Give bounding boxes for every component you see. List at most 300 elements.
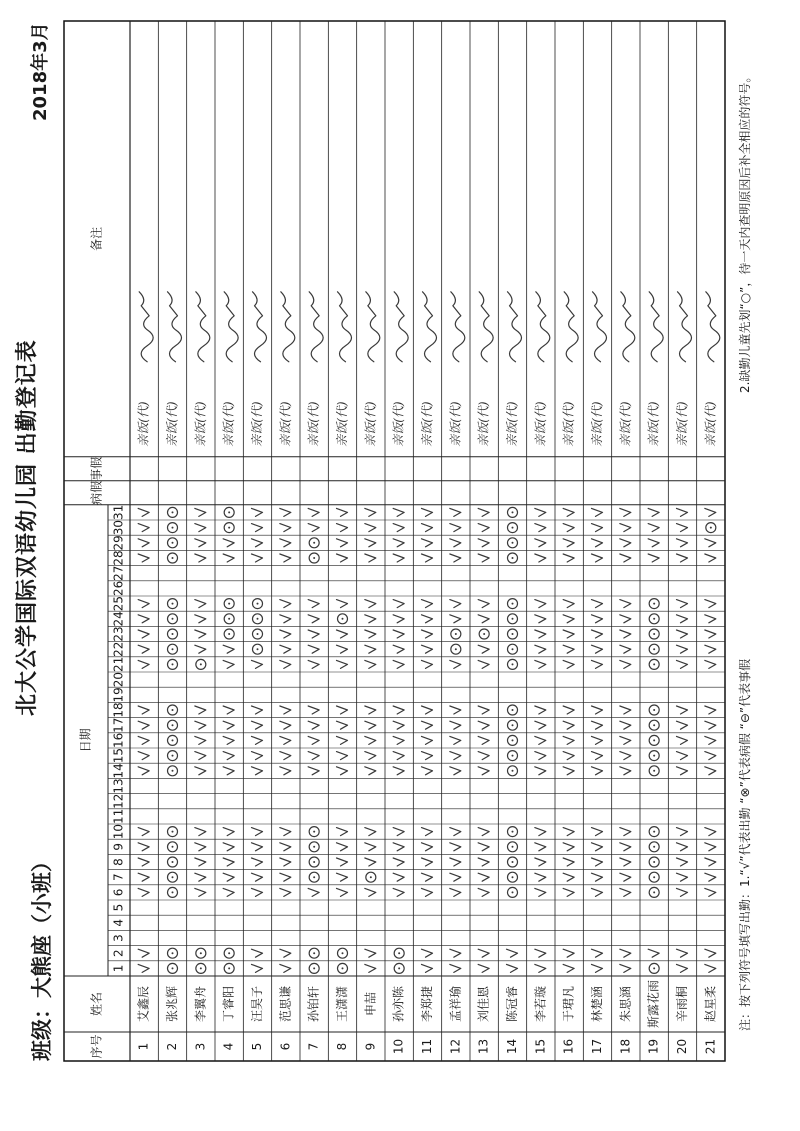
absent-circle-dot	[710, 527, 712, 529]
check-mark	[365, 736, 376, 744]
remark-note: 亲饭(代)	[618, 401, 633, 447]
check-mark	[393, 873, 404, 881]
check-mark	[478, 964, 489, 972]
check-mark	[308, 736, 319, 744]
check-mark	[422, 888, 433, 896]
check-mark	[138, 873, 149, 881]
student-name: 张兆辉	[165, 985, 179, 1023]
absent-circle-dot	[172, 603, 174, 605]
check-mark	[280, 736, 291, 744]
check-mark	[478, 600, 489, 608]
absent-circle-dot	[653, 876, 655, 878]
row-seq: 11	[420, 1038, 434, 1055]
student-name: 汪昊子	[250, 985, 264, 1023]
check-mark	[280, 660, 291, 668]
check-mark	[223, 873, 234, 881]
check-mark	[223, 888, 234, 896]
day-header-4: 4	[111, 918, 126, 927]
check-mark	[620, 843, 631, 851]
check-mark	[563, 828, 574, 836]
check-mark	[195, 736, 206, 744]
check-mark	[535, 888, 546, 896]
signature-scribble	[394, 292, 408, 362]
check-mark	[337, 736, 348, 744]
absent-circle-dot	[512, 542, 514, 544]
check-mark	[308, 615, 319, 623]
check-mark	[280, 508, 291, 516]
day-header-10: 10	[111, 823, 126, 840]
check-mark	[138, 615, 149, 623]
check-mark	[705, 615, 716, 623]
check-mark	[252, 949, 263, 957]
check-mark	[677, 752, 688, 760]
check-mark	[393, 828, 404, 836]
check-mark	[620, 949, 631, 957]
check-mark	[478, 615, 489, 623]
check-mark	[252, 554, 263, 562]
row-seq: 6	[278, 1042, 293, 1051]
check-mark	[138, 508, 149, 516]
check-mark	[195, 524, 206, 532]
check-mark	[223, 721, 234, 729]
check-mark	[507, 949, 518, 957]
check-mark	[620, 600, 631, 608]
check-mark	[535, 858, 546, 866]
check-mark	[422, 858, 433, 866]
check-mark	[365, 752, 376, 760]
absent-circle-dot	[342, 618, 344, 620]
check-mark	[535, 600, 546, 608]
signature-scribble	[366, 292, 380, 362]
check-mark	[337, 752, 348, 760]
student-name: 艾鑫辰	[136, 985, 151, 1023]
check-mark	[365, 767, 376, 775]
check-mark	[563, 660, 574, 668]
check-mark	[280, 706, 291, 714]
header-name: 姓名	[89, 991, 104, 1017]
check-mark	[337, 660, 348, 668]
check-mark	[138, 828, 149, 836]
check-mark	[252, 964, 263, 972]
check-mark	[337, 843, 348, 851]
check-mark	[195, 752, 206, 760]
remark-note: 亲饭(代)	[306, 401, 321, 447]
check-mark	[252, 858, 263, 866]
student-name: 孙亦陈	[391, 985, 406, 1023]
check-mark	[535, 949, 546, 957]
check-mark	[337, 858, 348, 866]
check-mark	[422, 554, 433, 562]
absent-circle-dot	[172, 648, 174, 650]
check-mark	[478, 828, 489, 836]
absent-circle-dot	[512, 770, 514, 772]
row-seq: 8	[335, 1042, 349, 1051]
check-mark	[563, 858, 574, 866]
absent-circle-dot	[172, 846, 174, 848]
check-mark	[280, 964, 291, 972]
check-mark	[677, 554, 688, 562]
signature-scribble	[508, 292, 522, 362]
absent-circle-dot	[512, 663, 514, 665]
check-mark	[677, 600, 688, 608]
absent-circle-dot	[172, 891, 174, 893]
check-mark	[365, 858, 376, 866]
remark-note: 亲饭(代)	[193, 401, 208, 447]
check-mark	[308, 752, 319, 760]
check-mark	[705, 828, 716, 836]
absent-circle-dot	[512, 876, 514, 878]
remark-note: 亲饭(代)	[675, 401, 689, 447]
absent-circle-dot	[512, 527, 514, 529]
check-mark	[705, 949, 716, 957]
check-mark	[138, 539, 149, 547]
remark-note: 亲饭(代)	[646, 401, 661, 447]
check-mark	[535, 767, 546, 775]
check-mark	[280, 645, 291, 653]
check-mark	[620, 630, 631, 638]
absent-circle-dot	[455, 648, 457, 650]
check-mark	[648, 508, 659, 516]
day-header-6: 6	[111, 888, 126, 897]
check-mark	[337, 721, 348, 729]
day-header-17: 17	[111, 717, 126, 733]
signature-scribble	[564, 292, 578, 362]
check-mark	[620, 539, 631, 547]
check-mark	[478, 645, 489, 653]
check-mark	[450, 873, 461, 881]
check-mark	[648, 524, 659, 532]
check-mark	[252, 828, 263, 836]
sheet-title: 北大公学国际双语幼儿园 出勤登记表	[15, 339, 40, 716]
header-sick-leave: 病假	[89, 480, 104, 505]
absent-circle-dot	[172, 739, 174, 741]
check-mark	[308, 630, 319, 638]
check-mark	[450, 524, 461, 532]
absent-circle-dot	[313, 952, 315, 954]
check-mark	[705, 508, 716, 516]
check-mark	[280, 554, 291, 562]
check-mark	[195, 706, 206, 714]
check-mark	[252, 660, 263, 668]
check-mark	[337, 630, 348, 638]
check-mark	[592, 828, 603, 836]
absent-circle-dot	[172, 709, 174, 711]
check-mark	[563, 949, 574, 957]
check-mark	[592, 600, 603, 608]
absent-circle-dot	[172, 633, 174, 635]
check-mark	[705, 873, 716, 881]
check-mark	[450, 843, 461, 851]
check-mark	[138, 888, 149, 896]
day-header-22: 22	[111, 641, 126, 657]
check-mark	[705, 630, 716, 638]
check-mark	[393, 858, 404, 866]
check-mark	[337, 539, 348, 547]
check-mark	[620, 660, 631, 668]
check-mark	[252, 888, 263, 896]
check-mark	[252, 752, 263, 760]
check-mark	[393, 508, 404, 516]
absent-circle-dot	[512, 633, 514, 635]
check-mark	[450, 964, 461, 972]
check-mark	[592, 630, 603, 638]
remark-note: 亲饭(代)	[533, 401, 548, 447]
check-mark	[563, 508, 574, 516]
remark-note: 亲饭(代)	[448, 401, 463, 447]
check-mark	[422, 964, 433, 972]
absent-circle-dot	[172, 724, 174, 726]
student-name: 李若璇	[533, 985, 548, 1023]
day-header-26: 26	[111, 580, 126, 597]
check-mark	[677, 949, 688, 957]
signature-scribble	[678, 292, 692, 362]
check-mark	[308, 660, 319, 668]
check-mark	[280, 858, 291, 866]
check-mark	[705, 752, 716, 760]
remark-note: 亲饭(代)	[561, 401, 576, 447]
check-mark	[308, 508, 319, 516]
check-mark	[620, 554, 631, 562]
check-mark	[365, 828, 376, 836]
check-mark	[393, 843, 404, 851]
check-mark	[365, 645, 376, 653]
absent-circle-dot	[653, 633, 655, 635]
check-mark	[223, 645, 234, 653]
absent-circle-dot	[653, 846, 655, 848]
check-mark	[535, 630, 546, 638]
check-mark	[705, 843, 716, 851]
row-seq: 1	[136, 1042, 151, 1051]
check-mark	[450, 539, 461, 547]
check-mark	[450, 888, 461, 896]
absent-circle-dot	[172, 663, 174, 665]
row-seq: 17	[590, 1038, 604, 1055]
check-mark	[705, 721, 716, 729]
absent-circle-dot	[257, 633, 259, 635]
check-mark	[478, 524, 489, 532]
check-mark	[365, 949, 376, 957]
check-mark	[138, 660, 149, 668]
check-mark	[478, 554, 489, 562]
check-mark	[677, 767, 688, 775]
check-mark	[677, 828, 688, 836]
check-mark	[620, 508, 631, 516]
row-seq: 18	[618, 1038, 633, 1055]
check-mark	[705, 888, 716, 896]
check-mark	[280, 524, 291, 532]
check-mark	[138, 767, 149, 775]
absent-circle-dot	[172, 527, 174, 529]
absent-circle-dot	[512, 648, 514, 650]
check-mark	[677, 524, 688, 532]
check-mark	[620, 524, 631, 532]
check-mark	[308, 706, 319, 714]
check-mark	[393, 706, 404, 714]
check-mark	[393, 660, 404, 668]
check-mark	[195, 600, 206, 608]
check-mark	[592, 767, 603, 775]
check-mark	[365, 721, 376, 729]
check-mark	[478, 660, 489, 668]
absent-circle-dot	[653, 724, 655, 726]
check-mark	[563, 888, 574, 896]
check-mark	[365, 888, 376, 896]
day-header-11: 11	[111, 808, 126, 825]
check-mark	[252, 706, 263, 714]
signature-scribble	[224, 292, 238, 362]
row-seq: 7	[306, 1042, 321, 1051]
check-mark	[592, 645, 603, 653]
absent-circle-dot	[653, 967, 655, 969]
signature-scribble	[706, 292, 720, 362]
check-mark	[563, 721, 574, 729]
check-mark	[592, 752, 603, 760]
check-mark	[648, 949, 659, 957]
absent-circle-dot	[228, 527, 230, 529]
check-mark	[393, 554, 404, 562]
check-mark	[592, 706, 603, 714]
check-mark	[563, 630, 574, 638]
check-mark	[138, 554, 149, 562]
check-mark	[195, 630, 206, 638]
check-mark	[337, 554, 348, 562]
absent-circle-dot	[653, 663, 655, 665]
check-mark	[535, 706, 546, 714]
check-mark	[422, 873, 433, 881]
check-mark	[308, 721, 319, 729]
check-mark	[337, 524, 348, 532]
check-mark	[422, 600, 433, 608]
check-mark	[280, 615, 291, 623]
absent-circle-dot	[313, 876, 315, 878]
check-mark	[138, 752, 149, 760]
check-mark	[620, 858, 631, 866]
check-mark	[365, 964, 376, 972]
check-mark	[308, 524, 319, 532]
check-mark	[138, 736, 149, 744]
student-name: 林楚涵	[590, 985, 604, 1023]
check-mark	[592, 949, 603, 957]
signature-scribble	[168, 292, 182, 362]
check-mark	[592, 554, 603, 562]
day-header-24: 24	[111, 611, 126, 627]
absent-circle-dot	[172, 618, 174, 620]
absent-circle-dot	[653, 648, 655, 650]
check-mark	[563, 554, 574, 562]
day-header-18: 18	[111, 702, 126, 718]
signature-scribble	[451, 292, 465, 362]
row-seq: 19	[646, 1038, 661, 1055]
check-mark	[138, 645, 149, 653]
check-mark	[563, 752, 574, 760]
student-name: 朱思涵	[618, 985, 633, 1023]
check-mark	[648, 554, 659, 562]
check-mark	[223, 539, 234, 547]
absent-circle-dot	[257, 648, 259, 650]
day-header-19: 19	[111, 687, 126, 703]
absent-circle-dot	[653, 603, 655, 605]
check-mark	[138, 964, 149, 972]
check-mark	[393, 767, 404, 775]
check-mark	[195, 843, 206, 851]
check-mark	[563, 843, 574, 851]
check-mark	[535, 524, 546, 532]
remark-note: 亲饭(代)	[165, 401, 179, 447]
absent-circle-dot	[653, 755, 655, 757]
check-mark	[478, 949, 489, 957]
class-label: 班级：大熊座（小班）	[30, 851, 54, 1061]
day-header-31: 31	[111, 504, 126, 521]
check-mark	[308, 888, 319, 896]
absent-circle-dot	[313, 557, 315, 559]
absent-circle-dot	[228, 633, 230, 635]
check-mark	[138, 949, 149, 957]
absent-circle-dot	[313, 831, 315, 833]
check-mark	[592, 615, 603, 623]
check-mark	[252, 736, 263, 744]
remark-note: 亲饭(代)	[505, 401, 519, 447]
absent-circle-dot	[200, 952, 202, 954]
check-mark	[280, 539, 291, 547]
check-mark	[705, 767, 716, 775]
check-mark	[365, 660, 376, 668]
check-mark	[138, 843, 149, 851]
check-mark	[620, 645, 631, 653]
signature-scribble	[479, 292, 493, 362]
day-header-5: 5	[111, 903, 126, 912]
check-mark	[592, 964, 603, 972]
check-mark	[677, 736, 688, 744]
remark-note: 亲饭(代)	[391, 401, 406, 447]
header-personal-leave: 事假	[89, 456, 104, 481]
absent-circle-dot	[228, 967, 230, 969]
remark-note: 亲饭(代)	[420, 401, 434, 447]
check-mark	[677, 706, 688, 714]
check-mark	[450, 615, 461, 623]
check-mark	[535, 752, 546, 760]
check-mark	[450, 736, 461, 744]
check-mark	[705, 539, 716, 547]
check-mark	[705, 600, 716, 608]
check-mark	[535, 843, 546, 851]
check-mark	[563, 615, 574, 623]
absent-circle-dot	[653, 861, 655, 863]
day-header-3: 3	[111, 934, 126, 942]
check-mark	[195, 508, 206, 516]
check-mark	[393, 645, 404, 653]
check-mark	[393, 736, 404, 744]
check-mark	[422, 630, 433, 638]
check-mark	[223, 752, 234, 760]
day-header-7: 7	[111, 873, 126, 882]
check-mark	[195, 554, 206, 562]
check-mark	[365, 524, 376, 532]
remark-note: 亲饭(代)	[250, 401, 264, 447]
header-remark: 备注	[89, 226, 104, 251]
remark-note: 亲饭(代)	[278, 401, 293, 447]
legend-note-2: 2.缺勤儿童先划“○”，待一天内查明原因后补全相应的符号。	[738, 70, 752, 393]
student-name: 辛雨桐	[675, 985, 689, 1023]
check-mark	[422, 615, 433, 623]
signature-scribble	[253, 292, 267, 362]
check-mark	[195, 767, 206, 775]
absent-circle-dot	[313, 542, 315, 544]
day-header-25: 25	[111, 595, 126, 612]
check-mark	[280, 873, 291, 881]
check-mark	[592, 721, 603, 729]
check-mark	[393, 752, 404, 760]
check-mark	[422, 524, 433, 532]
